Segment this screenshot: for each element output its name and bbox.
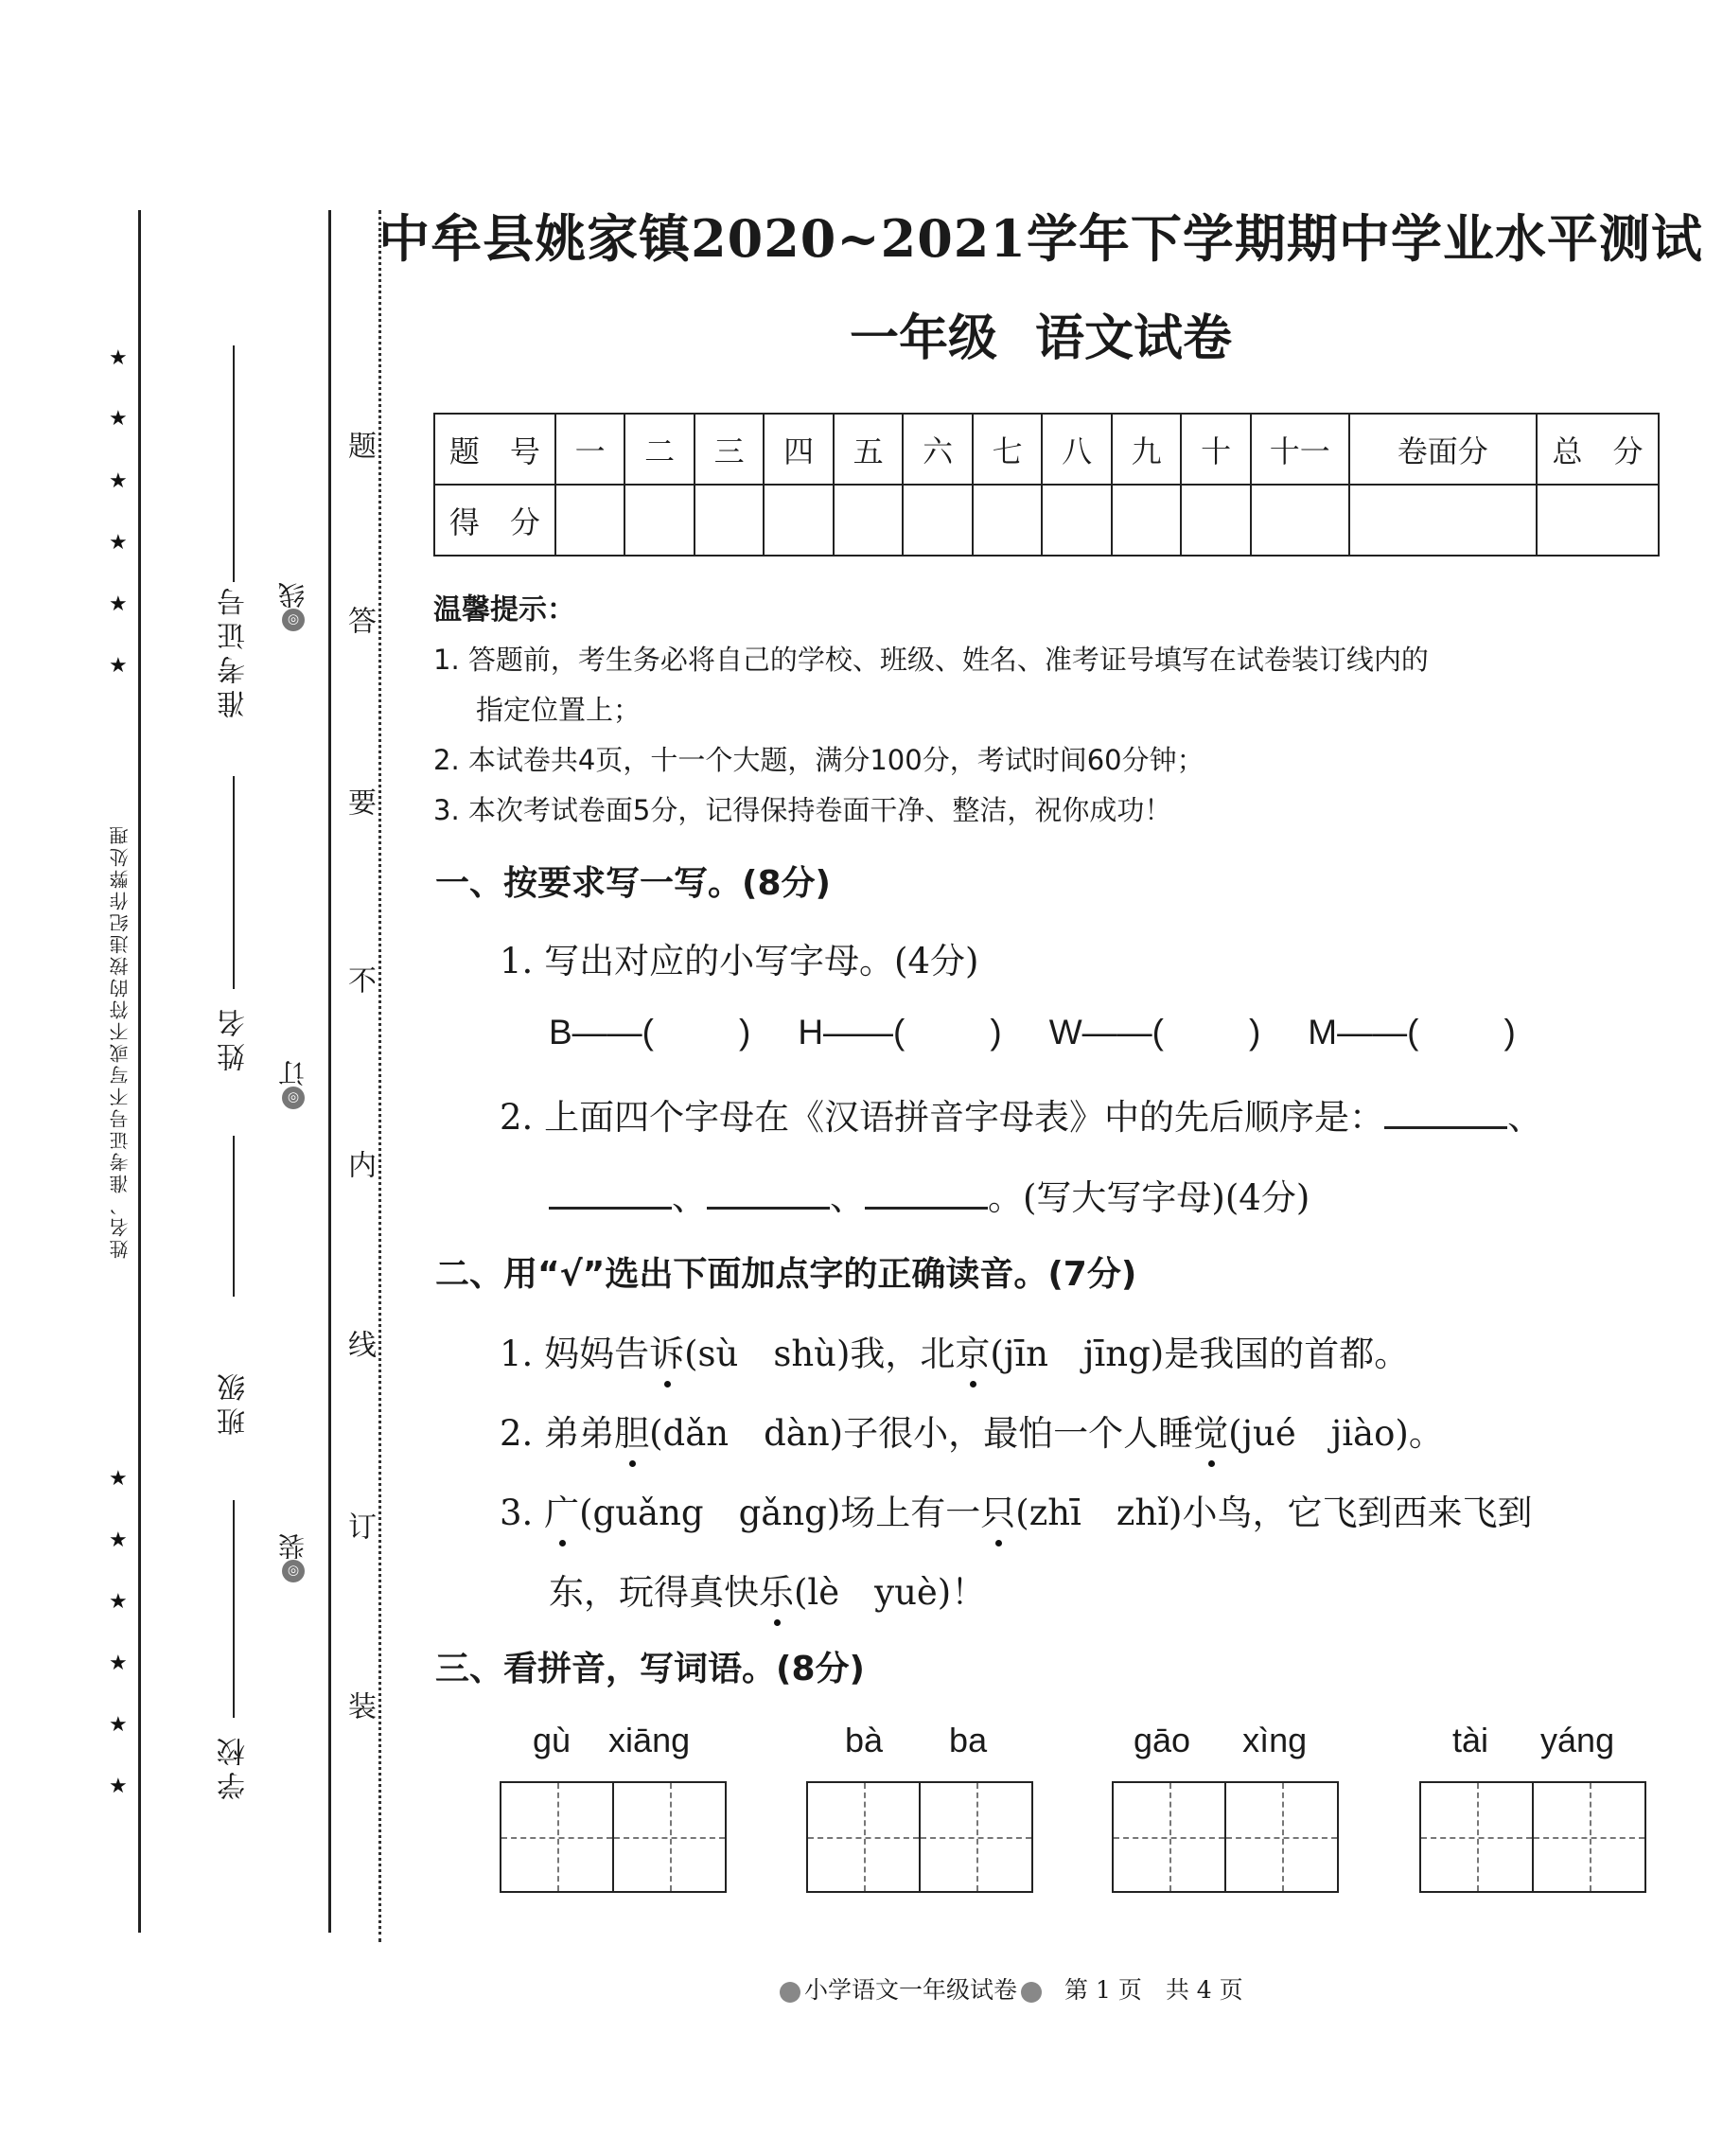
section3-heading: 三、看拼音，写词语。(8分) [435, 1650, 865, 1688]
binding-mark-icon: ◎ [282, 1560, 305, 1582]
pinyin-choice[interactable]: (jué jiào)。 [1228, 1413, 1444, 1454]
section2-q2 [500, 1405, 1444, 1456]
score-table [433, 413, 1660, 557]
seal-word: 内 [343, 1150, 376, 1178]
score-cell[interactable] [694, 485, 765, 556]
answer-blank[interactable] [549, 1181, 672, 1210]
seal-word: 要 [343, 787, 376, 816]
score-col-header: 卷面分 [1349, 414, 1537, 485]
score-cell[interactable] [1349, 485, 1537, 556]
q2-text: 2. 上面四个字母在《汉语拼音字母表》中的先后顺序是： [500, 1097, 1385, 1138]
seal-word: 不 [343, 965, 376, 994]
score-cell[interactable] [1042, 485, 1112, 556]
dotted-char: 京 [955, 1334, 991, 1374]
dotted-char: 觉 [1193, 1413, 1229, 1454]
grid-cell[interactable] [1114, 1783, 1226, 1891]
score-col-header: 十 [1181, 414, 1251, 485]
pinyin-syllable: bà [845, 1721, 884, 1759]
separator: 、 [830, 1177, 865, 1218]
score-cell[interactable] [1537, 485, 1659, 556]
separator: 、 [672, 1177, 707, 1218]
dotted-char: 只 [980, 1493, 1016, 1533]
answer-blank[interactable] [865, 1181, 988, 1210]
section2-q3-continued [549, 1564, 986, 1615]
binding-border-left [138, 210, 141, 1933]
paren-close: ) [1248, 1013, 1261, 1051]
score-col-header: 九 [1112, 414, 1182, 485]
name-label: 姓名 [218, 1003, 251, 1071]
tips-block [433, 585, 1663, 836]
binding-mark-line: ◎线 [274, 582, 312, 631]
seal-word: 题 [343, 431, 376, 459]
score-table-header-row [434, 414, 1659, 485]
grid-cell[interactable] [1421, 1783, 1534, 1891]
seal-word: 答 [343, 606, 376, 634]
pinyin-syllable: xìng [1242, 1721, 1308, 1759]
pinyin-syllable: ba [949, 1721, 988, 1759]
answer-blank[interactable] [1384, 1101, 1507, 1129]
grid-cell[interactable] [1534, 1783, 1644, 1891]
grid-cell[interactable] [808, 1783, 921, 1891]
score-cell[interactable] [1181, 485, 1251, 556]
score-cell[interactable] [903, 485, 973, 556]
pinyin-word-4 [1452, 1721, 1614, 1760]
binding-mark-icon: ◎ [282, 1087, 305, 1109]
binding-mark-bind: ◎装 [274, 1533, 312, 1582]
score-col-header: 六 [903, 414, 973, 485]
letter-b-prompt: B——( [549, 1013, 654, 1051]
score-cell[interactable] [834, 485, 904, 556]
score-cell[interactable] [1251, 485, 1349, 556]
letter-row [549, 1013, 1516, 1052]
score-table-score-row [434, 485, 1659, 556]
footer-label: 小学语文一年级试卷 [804, 1976, 1018, 2004]
binding-border-right [328, 210, 331, 1933]
pinyin-word-2 [845, 1721, 987, 1760]
section1-q2-continued [549, 1169, 1310, 1220]
tip-item: 2. 本试卷共4页，十一个大题，满分100分，考试时间60分钟； [433, 744, 1204, 776]
pinyin-choice[interactable]: (lè yuè)！ [794, 1572, 987, 1613]
paren-close: ) [1503, 1013, 1516, 1051]
grid-cell[interactable] [921, 1783, 1031, 1891]
binding-dotted-line [378, 210, 381, 1942]
binding-warning: 姓名、准考证号不写或不符的按违纪作弊处理 [109, 823, 132, 1259]
letter-h-prompt: H——( [798, 1013, 905, 1051]
binding-mark-order: ◎订 [274, 1060, 312, 1109]
pinyin-choice[interactable]: (dǎn dàn)子很小，最怕一个人睡 [649, 1413, 1194, 1454]
footer-ornament-icon [780, 1982, 800, 2003]
seal-word: 订 [343, 1511, 376, 1540]
pinyin-syllable: yáng [1540, 1721, 1615, 1759]
class-label: 班级 [218, 1368, 251, 1436]
school-fill-line[interactable] [233, 1500, 235, 1718]
writing-grid-3[interactable] [1112, 1781, 1339, 1893]
score-cell[interactable] [1112, 485, 1182, 556]
tips-title: 温馨提示： [433, 593, 575, 627]
name-fill-line-2[interactable] [233, 1136, 235, 1297]
page-number: 第 1 页 共 4 页 [1064, 1976, 1243, 2004]
dotted-char: 广 [544, 1493, 580, 1533]
q2-end-text: 。(写大写字母)(4分) [988, 1177, 1310, 1218]
score-header-label: 题 号 [434, 414, 555, 485]
pinyin-choice[interactable]: (guǎng gǎng)场上有一 [579, 1493, 981, 1533]
school-label: 学校 [218, 1732, 251, 1800]
score-col-header: 三 [694, 414, 765, 485]
score-col-header: 一 [555, 414, 625, 485]
score-col-header: 十一 [1251, 414, 1349, 485]
grid-cell[interactable] [1226, 1783, 1337, 1891]
pinyin-syllable: gù [533, 1721, 571, 1759]
binding-mark-icon: ◎ [282, 609, 305, 631]
pinyin-word-1 [533, 1721, 690, 1760]
section1-q1: 1. 写出对应的小写字母。(4分) [500, 941, 979, 981]
score-col-header: 五 [834, 414, 904, 485]
exam-id-label: 准考证号 [218, 582, 251, 718]
text: 2. 弟弟 [500, 1413, 615, 1454]
score-cell[interactable] [555, 485, 625, 556]
answer-blank[interactable] [707, 1181, 830, 1210]
pinyin-choice[interactable]: (jīn jīng)是我国的首都。 [990, 1334, 1410, 1374]
grid-cell[interactable] [501, 1783, 614, 1891]
section2-q3 [500, 1484, 1532, 1535]
paren-close: ) [990, 1013, 1002, 1051]
text: 东，玩得真快 [549, 1572, 759, 1613]
section2-heading: 二、用“√”选出下面加点字的正确读音。(7分) [435, 1255, 1137, 1294]
score-col-header: 二 [624, 414, 694, 485]
exam-subtitle [378, 298, 1703, 369]
tip-item-continued: 指定位置上； [476, 694, 642, 726]
section1-q2 [500, 1088, 1542, 1140]
writing-grid-4[interactable] [1419, 1781, 1646, 1893]
score-col-header: 四 [764, 414, 834, 485]
score-col-header: 七 [973, 414, 1043, 485]
exam-title: 中牟县姚家镇2020~2021学年下学期期中学业水平测试 [378, 208, 1703, 269]
separator: 、 [1507, 1097, 1543, 1138]
score-cell[interactable] [764, 485, 834, 556]
score-cell[interactable] [624, 485, 694, 556]
pinyin-syllable: gāo [1134, 1721, 1191, 1759]
seal-word: 装 [343, 1691, 376, 1720]
page-footer [776, 1971, 1243, 2006]
score-col-header: 总 分 [1537, 414, 1659, 485]
seal-word: 线 [343, 1330, 376, 1358]
subject-label: 语文试卷 [1035, 309, 1233, 367]
writing-grid-1[interactable] [500, 1781, 727, 1893]
letter-m-prompt: M——( [1308, 1013, 1419, 1051]
text: 3. [500, 1493, 545, 1533]
dotted-char: 乐 [759, 1572, 794, 1613]
exam-id-fill-line[interactable] [233, 345, 235, 582]
letter-w-prompt: W——( [1048, 1013, 1164, 1051]
pinyin-word-3 [1134, 1721, 1307, 1760]
score-cell[interactable] [973, 485, 1043, 556]
footer-ornament-icon [1021, 1982, 1042, 2003]
grid-cell[interactable] [614, 1783, 725, 1891]
score-row-label: 得 分 [434, 485, 555, 556]
section1-heading: 一、按要求写一写。(8分) [435, 864, 831, 903]
tip-item: 1. 答题前，考生务必将自己的学校、班级、姓名、准考证号填写在试卷装订线内的 [433, 644, 1429, 676]
pinyin-syllable: xiāng [608, 1721, 691, 1759]
dotted-char: 胆 [614, 1413, 650, 1454]
section2-q1 [500, 1325, 1409, 1376]
pinyin-choice[interactable]: (zhī zhǐ)小鸟，它飞到西来飞到 [1015, 1493, 1533, 1533]
name-fill-line[interactable] [233, 776, 235, 989]
grade-label: 一年级 [849, 309, 997, 367]
dotted-char: 诉 [649, 1334, 685, 1374]
pinyin-syllable: tài [1452, 1721, 1489, 1759]
score-col-header: 八 [1042, 414, 1112, 485]
pinyin-choice[interactable]: (sù shù)我，北 [684, 1334, 956, 1374]
tip-item: 3. 本次考试卷面5分，记得保持卷面干净、整洁，祝你成功！ [433, 794, 1172, 826]
writing-grid-2[interactable] [806, 1781, 1033, 1893]
text: 1. 妈妈告 [500, 1334, 650, 1374]
paren-close: ) [739, 1013, 751, 1051]
